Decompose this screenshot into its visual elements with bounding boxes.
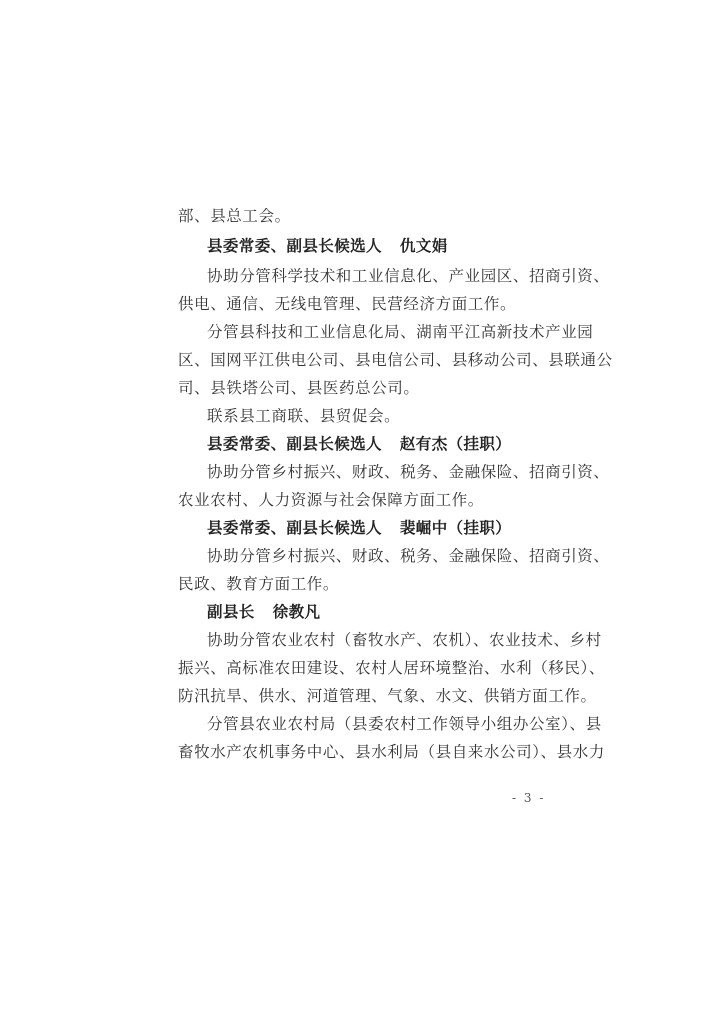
paragraph-line: 防汛抗旱、供水、河道管理、气象、水文、供销方面工作。 — [178, 687, 597, 705]
paragraph-line: 部、县总工会。 — [178, 207, 291, 225]
paragraph-line: 联系县工商联、县贸促会。 — [207, 407, 401, 425]
heading-person-name: 裴崛中（挂职） — [399, 519, 512, 537]
heading-title: 县委常委、副县长候选人 — [207, 519, 382, 537]
paragraph-line: 振兴、高标准农田建设、农村人居环境整治、水利（移民）、 — [178, 659, 605, 677]
heading-person-name: 徐教凡 — [272, 603, 321, 621]
paragraph-line: 畜牧水产农机事务中心、县水利局（县自来水公司）、县水力 — [178, 743, 605, 761]
paragraph-line: 分管县科技和工业信息化局、湖南平江高新技术产业园 — [207, 323, 594, 341]
page-number: - 3 - — [512, 791, 546, 805]
paragraph-line: 协助分管农业农村（畜牧水产、农机）、农业技术、乡村 — [207, 631, 602, 649]
paragraph-line: 协助分管科学技术和工业信息化、产业园区、招商引资、 — [207, 267, 610, 285]
paragraph-line: 协助分管乡村振兴、财政、税务、金融保险、招商引资、 — [207, 547, 610, 565]
paragraph-line: 区、国网平江供电公司、县电信公司、县移动公司、县联通公 — [178, 351, 613, 369]
heading-title: 县委常委、副县长候选人 — [207, 237, 382, 255]
heading-title: 副县长 — [207, 603, 255, 621]
paragraph-line: 司、县铁塔公司、县医药总公司。 — [178, 379, 420, 397]
heading-person-name: 赵有杰（挂职） — [399, 435, 512, 453]
section-heading — [207, 518, 558, 538]
paragraph-line: 农业农村、人力资源与社会保障方面工作。 — [178, 491, 484, 509]
section-heading — [207, 236, 558, 256]
paragraph-line: 民政、教育方面工作。 — [178, 575, 340, 593]
paragraph-line: 分管县农业农村局（县委农村工作领导小组办公室）、县 — [207, 715, 602, 733]
heading-person-name: 仇文娟 — [399, 237, 448, 255]
paragraph-line: 供电、通信、无线电管理、民营经济方面工作。 — [178, 295, 517, 313]
section-heading — [207, 602, 558, 622]
section-heading — [207, 434, 558, 454]
heading-title: 县委常委、副县长候选人 — [207, 435, 382, 453]
paragraph-line: 协助分管乡村振兴、财政、税务、金融保险、招商引资、 — [207, 463, 610, 481]
